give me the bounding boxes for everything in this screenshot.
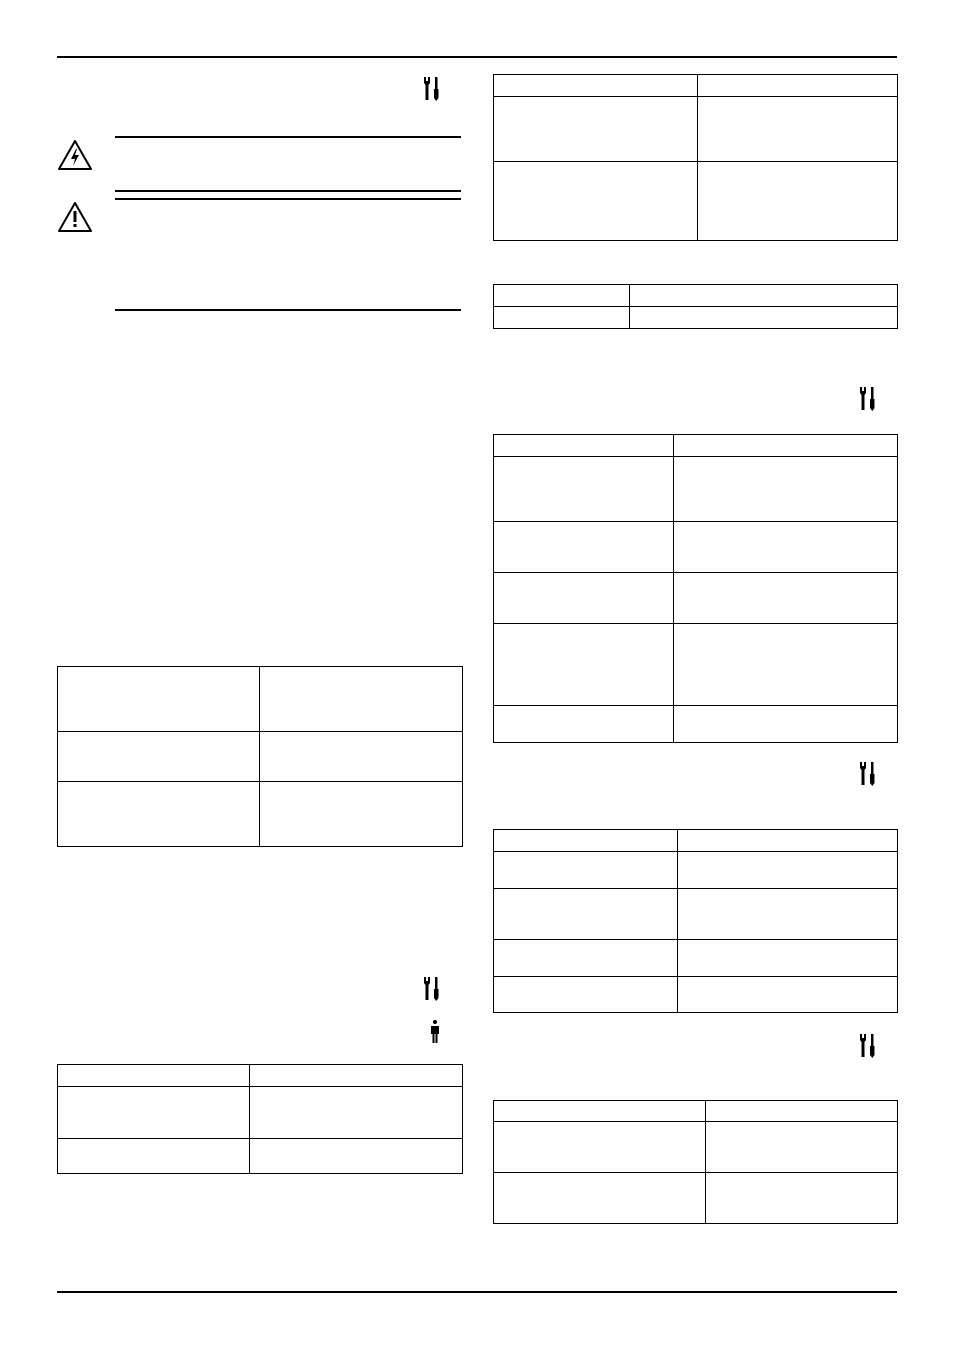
table-cell [494, 1173, 706, 1224]
table-row [494, 977, 898, 1013]
wrench-screwdriver-icon [424, 76, 442, 102]
table-cell [494, 889, 678, 940]
table-cell [494, 307, 630, 329]
table-row [58, 782, 463, 847]
header-rule [57, 56, 897, 58]
table-row [494, 830, 898, 852]
table-cell [58, 1139, 250, 1174]
table-cell [494, 457, 674, 522]
table-header-cell [494, 75, 698, 97]
table-cell [678, 889, 898, 940]
parameter-table-right-lower [493, 829, 898, 1013]
table-row [494, 624, 898, 706]
table-row [494, 522, 898, 573]
table-cell [494, 522, 674, 573]
table-cell [706, 1173, 898, 1224]
table-cell [678, 977, 898, 1013]
table-cell [678, 940, 898, 977]
table-row [58, 1087, 463, 1139]
table-cell [630, 307, 898, 329]
table-row [58, 1065, 463, 1087]
table-header-cell [706, 1101, 898, 1122]
table-cell [494, 940, 678, 977]
table-cell [494, 977, 678, 1013]
table-cell [260, 782, 463, 847]
table-row [494, 97, 898, 162]
table-cell [58, 1087, 250, 1139]
table-cell [698, 162, 898, 241]
table-cell [674, 624, 898, 706]
table-header-cell [630, 285, 898, 307]
table-row [58, 732, 463, 782]
table-row [494, 162, 898, 241]
parameter-table-right-top [493, 74, 898, 241]
table-row [494, 457, 898, 522]
table-cell [260, 667, 463, 732]
table-cell [250, 1139, 463, 1174]
table-cell [706, 1122, 898, 1173]
table-cell [494, 97, 698, 162]
table-row [494, 940, 898, 977]
table-row [494, 1173, 898, 1224]
table-row [58, 1139, 463, 1174]
table-row [494, 1122, 898, 1173]
table-cell [58, 782, 260, 847]
table-row [494, 1101, 898, 1122]
table-cell [674, 706, 898, 743]
table-cell [494, 706, 674, 743]
parameter-table-right-small [493, 284, 898, 329]
table-row [494, 285, 898, 307]
table-row [494, 852, 898, 889]
table-header-cell [250, 1065, 463, 1087]
table-cell [260, 732, 463, 782]
table-cell [494, 573, 674, 624]
table-row [494, 706, 898, 743]
wrench-screwdriver-icon [424, 976, 442, 1002]
table-header-cell [698, 75, 898, 97]
table-row [494, 75, 898, 97]
parameter-table-right-middle [493, 434, 898, 743]
table-cell [58, 732, 260, 782]
wrench-screwdriver-icon [860, 386, 878, 412]
footer-rule [57, 1291, 897, 1293]
table-row [494, 573, 898, 624]
person-icon [428, 1019, 442, 1045]
table-cell [494, 162, 698, 241]
table-row [58, 667, 463, 732]
table-cell [494, 624, 674, 706]
table-cell [494, 1122, 706, 1173]
general-warning-icon [57, 201, 93, 233]
wrench-screwdriver-icon [860, 1033, 878, 1059]
electrical-hazard-warning-icon [57, 139, 93, 171]
table-header-cell [494, 1101, 706, 1122]
table-cell [678, 852, 898, 889]
warning-rule-bottom [115, 190, 461, 192]
parameter-table-right-bottom [493, 1100, 898, 1224]
table-row [494, 435, 898, 457]
table-header-cell [494, 285, 630, 307]
table-cell [250, 1087, 463, 1139]
table-row [494, 307, 898, 329]
caution-rule-top [115, 198, 461, 200]
table-header-cell [494, 435, 674, 457]
table-cell [494, 852, 678, 889]
parameter-table-left-bottom [57, 1064, 463, 1174]
table-cell [698, 97, 898, 162]
table-header-cell [494, 830, 678, 852]
parameter-table-left [57, 666, 463, 847]
wrench-screwdriver-icon [860, 761, 878, 787]
table-header-cell [674, 435, 898, 457]
table-header-cell [58, 1065, 250, 1087]
table-cell [674, 522, 898, 573]
table-cell [674, 573, 898, 624]
warning-rule-top [115, 136, 461, 138]
table-cell [674, 457, 898, 522]
table-cell [58, 667, 260, 732]
caution-rule-bottom [115, 309, 461, 311]
table-row [494, 889, 898, 940]
table-header-cell [678, 830, 898, 852]
